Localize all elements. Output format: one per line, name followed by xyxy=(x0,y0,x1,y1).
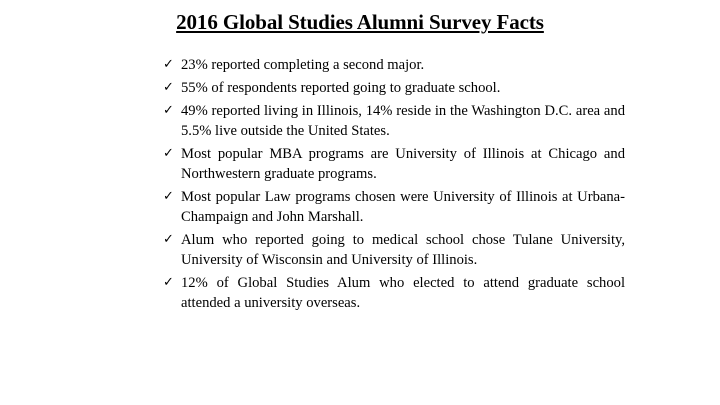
list-item-text: Most popular Law programs chosen were University of Illinois at Urbana-Champaign and John Marshall. xyxy=(181,189,625,225)
check-mark-icon: ✓ xyxy=(163,57,174,72)
list-item-text: 23% reported completing a second major. xyxy=(181,57,425,73)
check-mark-icon: ✓ xyxy=(163,189,174,204)
check-mark-icon: ✓ xyxy=(163,80,174,95)
list-item xyxy=(160,230,625,270)
list-item xyxy=(160,187,625,227)
list-item xyxy=(160,144,625,184)
list-item xyxy=(160,78,625,98)
check-mark-icon: ✓ xyxy=(163,146,174,161)
check-mark-icon: ✓ xyxy=(163,103,174,118)
list-item-text: 55% of respondents reported going to graduate school. xyxy=(181,80,501,96)
fact-list xyxy=(160,55,625,316)
list-item-text: Alum who reported going to medical school chose Tulane University, University of Wisconsin and University of Illinois. xyxy=(181,232,625,268)
list-item-text: 49% reported living in Illinois, 14% reside in the Washington D.C. area and 5.5% live outside the United States. xyxy=(181,103,625,139)
list-item xyxy=(160,55,625,75)
list-item-text: 12% of Global Studies Alum who elected to attend graduate school attended a university overseas. xyxy=(181,275,625,311)
check-mark-icon: ✓ xyxy=(163,232,174,247)
list-item xyxy=(160,101,625,141)
check-mark-icon: ✓ xyxy=(163,275,174,290)
list-item-text: Most popular MBA programs are University of Illinois at Chicago and Northwestern graduate programs. xyxy=(181,146,625,182)
list-item xyxy=(160,273,625,313)
slide-title: 2016 Global Studies Alumni Survey Facts xyxy=(176,10,544,34)
